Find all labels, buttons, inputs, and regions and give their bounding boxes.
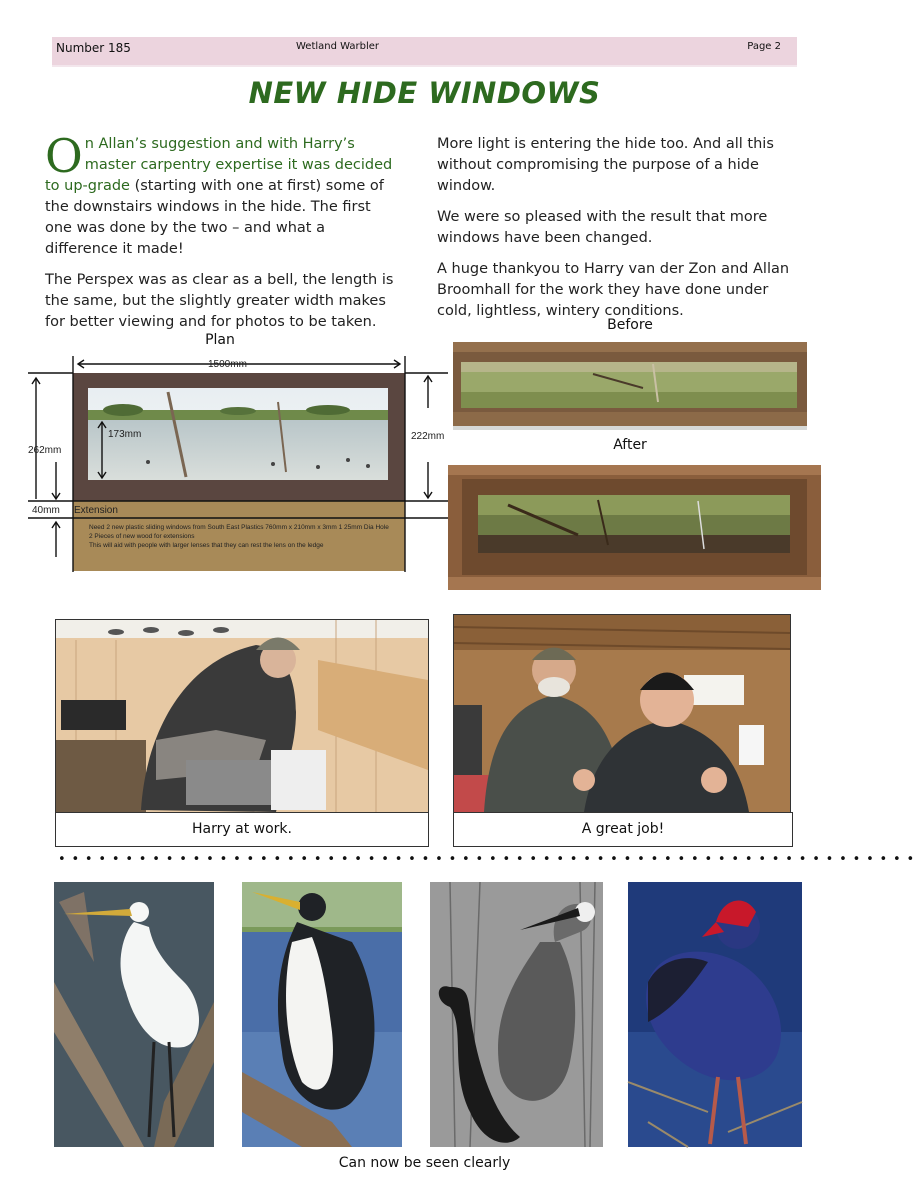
great-job-photo <box>453 614 791 813</box>
drop-cap: O <box>45 129 83 183</box>
after-window-photo <box>448 465 821 590</box>
plan-label: Plan <box>205 332 235 348</box>
width-dimension: 1500mm <box>208 359 247 370</box>
harry-at-work-photo <box>55 619 429 813</box>
page-number: Page 2 <box>747 41 781 52</box>
caption-birds: Can now be seen clearly <box>338 1155 511 1171</box>
plan-note-2: 2 Pieces of new wood for extensions <box>89 533 195 540</box>
plan-note-3: This will aid with people with larger lenses that they can rest the lens on the ledge <box>89 542 324 549</box>
intro-rest-text: (starting with one at first) some of the downstairs windows in the hide. The first one was done by the two – and what a difference it made! <box>45 178 384 257</box>
after-label: After <box>613 437 647 453</box>
page-header <box>52 37 797 67</box>
plan-note-1: Need 2 new plastic sliding windows from South East Plastics 760mm x 210mm x 3mm 1 25mm Dia Hole <box>89 524 389 531</box>
plan-diagram <box>28 352 448 574</box>
inner-height-dimension: 173mm <box>108 429 142 440</box>
caption-great-job: A great job! <box>453 812 793 847</box>
newsletter-name: Wetland Warbler <box>296 41 380 52</box>
cormorant-photo <box>242 882 402 1147</box>
left-height-dimension: 262mm <box>28 445 62 456</box>
caption-harry-at-work: Harry at work. <box>55 812 429 847</box>
article-left-column <box>45 129 400 343</box>
right-height-dimension: 222mm <box>411 431 445 442</box>
heron-photo <box>430 882 603 1147</box>
paragraph-thanks: A huge thankyou to Harry van der Zon and Allan Broomhall for the work they have done under cold, lightless, wintery conditions. <box>437 261 790 319</box>
egret-photo <box>54 882 214 1147</box>
paragraph-intro <box>45 129 400 260</box>
article-headline: NEW HIDE WINDOWS <box>248 76 601 110</box>
article-right-column <box>437 134 807 332</box>
extension-label: Extension <box>74 505 118 516</box>
before-label: Before <box>607 317 653 333</box>
issue-number: Number 185 <box>56 41 131 55</box>
intro-green-text: n Allan’s suggestion and with Harry’s master carpentry expertise it was decided to up-grade <box>45 136 393 194</box>
paragraph-result: We were so pleased with the result that more windows have been changed. <box>437 209 768 246</box>
dotted-divider: •••••••••••••••••••••••••••••••••••••••••••••••••••••••••••••••• <box>58 852 920 867</box>
paragraph-light: More light is entering the hide too. And all this without compromising the purpose of a hide window. <box>437 136 774 194</box>
paragraph-perspex: The Perspex was as clear as a bell, the length is the same, but the slightly greater width makes for better viewing and for photos to be taken. <box>45 272 394 330</box>
extension-dimension: 40mm <box>32 505 60 516</box>
swamphen-photo <box>628 882 802 1147</box>
before-window-photo <box>453 342 807 430</box>
